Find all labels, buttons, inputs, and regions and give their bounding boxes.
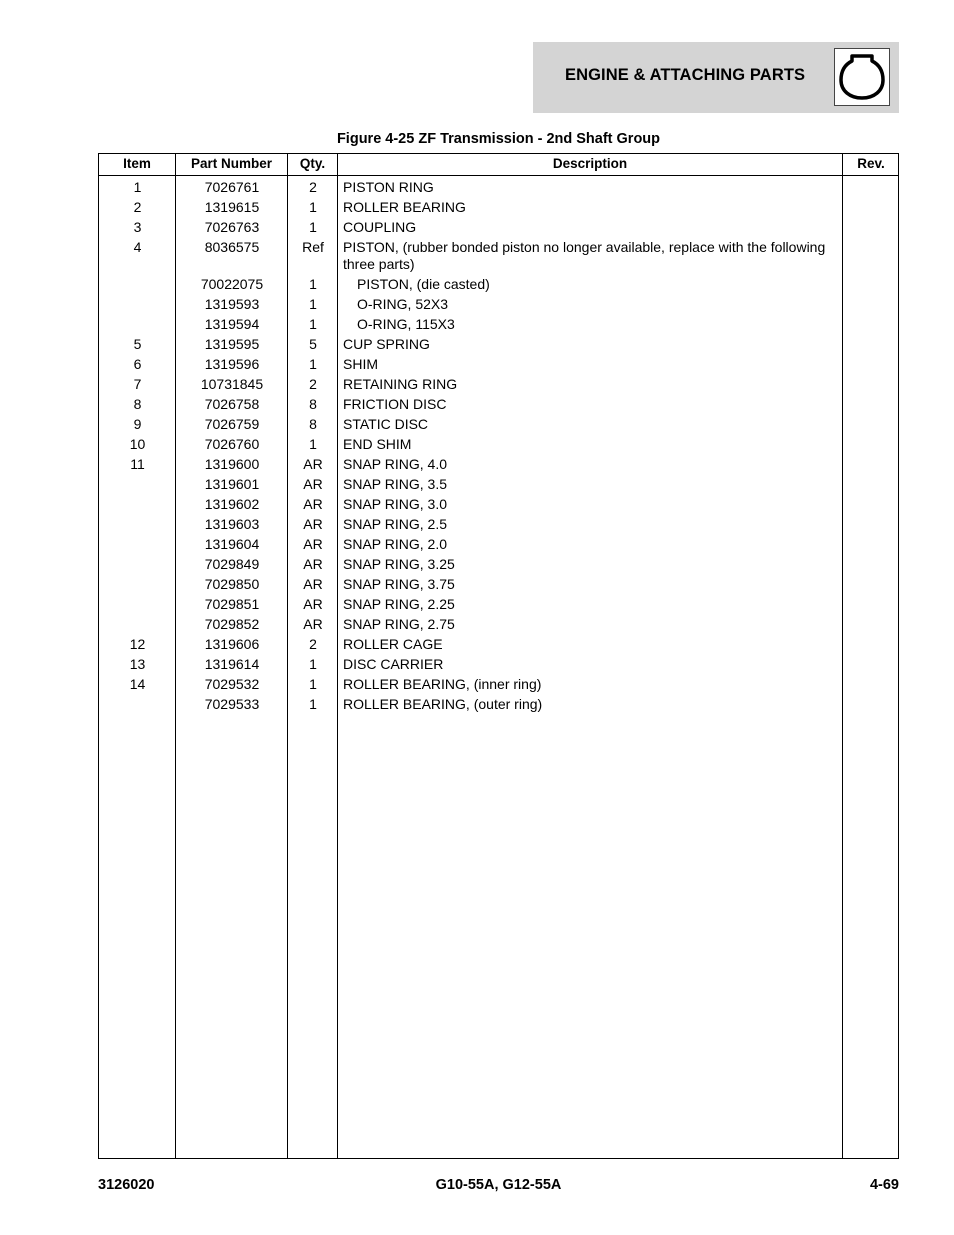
qty-cell: AR <box>303 535 323 552</box>
part-number-cell: 7026758 <box>204 395 260 412</box>
qty-cell: AR <box>303 515 323 532</box>
item-cell: 14 <box>129 675 146 692</box>
rev-cell <box>836 576 892 593</box>
rev-cell <box>836 296 892 313</box>
rev-cell <box>836 436 892 453</box>
item-cell <box>99 696 176 713</box>
description-cell: PISTON RING <box>343 178 434 195</box>
section-title: ENGINE & ATTACHING PARTS <box>565 66 806 84</box>
item-cell <box>99 316 176 333</box>
table-row <box>99 177 898 197</box>
table-row <box>99 534 898 554</box>
qty-cell: 1 <box>309 218 317 235</box>
table-row <box>99 574 898 594</box>
rev-cell <box>836 636 892 653</box>
part-number-cell: 1319603 <box>204 515 260 532</box>
rev-cell <box>836 239 892 273</box>
table-row <box>99 474 898 494</box>
parts-table <box>98 153 899 1159</box>
item-cell: 12 <box>129 635 146 652</box>
rev-cell <box>836 556 892 573</box>
model-numbers: G10-55A, G12-55A <box>435 1177 562 1193</box>
qty-cell: 1 <box>309 655 317 672</box>
item-cell <box>99 516 176 533</box>
page-number: 4-69 <box>869 1177 899 1193</box>
column-header-rev: Rev. <box>857 156 885 171</box>
rev-cell <box>836 536 892 553</box>
item-cell <box>99 616 176 633</box>
description-cell: RETAINING RING <box>343 375 458 392</box>
qty-cell: Ref <box>302 238 324 255</box>
description-cell: SHIM <box>343 355 378 372</box>
description-cell: SNAP RING, 4.0 <box>343 455 448 472</box>
rev-cell <box>836 696 892 713</box>
table-row <box>99 454 898 474</box>
part-number-cell: 1319602 <box>204 495 260 512</box>
table-row <box>99 374 898 394</box>
part-number-cell: 1319606 <box>204 635 260 652</box>
table-row <box>99 654 898 674</box>
table-row <box>99 674 898 694</box>
item-cell: 6 <box>133 355 142 372</box>
part-number-cell: 1319601 <box>204 475 260 492</box>
table-row <box>99 197 898 217</box>
item-cell: 9 <box>133 415 142 432</box>
item-cell <box>99 596 176 613</box>
column-header-description: Description <box>552 156 628 171</box>
table-row <box>99 354 898 374</box>
item-cell: 4 <box>133 238 142 255</box>
item-cell <box>99 496 176 513</box>
description-cell: PISTON, (die casted) <box>357 275 490 292</box>
description-cell: ROLLER BEARING <box>343 198 466 215</box>
rev-cell <box>836 376 892 393</box>
description-cell: SNAP RING, 2.5 <box>343 515 448 532</box>
description-cell: CUP SPRING <box>343 335 430 352</box>
item-cell: 2 <box>133 198 142 215</box>
column-header-qty: Qty. <box>299 156 326 171</box>
rev-cell <box>836 516 892 533</box>
section-header <box>533 42 899 113</box>
rev-cell <box>836 476 892 493</box>
item-cell: 1 <box>133 178 142 195</box>
description-cell: ROLLER BEARING, (inner ring) <box>343 675 542 692</box>
item-cell <box>99 536 176 553</box>
item-cell: 8 <box>133 395 142 412</box>
table-row <box>99 414 898 434</box>
item-cell <box>99 296 176 313</box>
description-cell: ROLLER CAGE <box>343 635 443 652</box>
qty-cell: AR <box>303 495 323 512</box>
part-number-cell: 7026760 <box>204 435 260 452</box>
qty-cell: AR <box>303 575 323 592</box>
description-cell: SNAP RING, 3.0 <box>343 495 448 512</box>
part-number-cell: 1319594 <box>204 315 260 332</box>
description-cell: PISTON, (rubber bonded piston no longer available, replace with the following three parts) <box>343 238 826 272</box>
qty-cell: 8 <box>309 395 317 412</box>
rev-cell <box>836 456 892 473</box>
qty-cell: AR <box>303 475 323 492</box>
description-cell: SNAP RING, 2.25 <box>343 595 455 612</box>
rev-cell <box>836 199 892 216</box>
qty-cell: 1 <box>309 675 317 692</box>
table-row <box>99 694 898 714</box>
part-number-cell: 7026761 <box>204 178 260 195</box>
qty-cell: 1 <box>309 315 317 332</box>
part-number-cell: 1319604 <box>204 535 260 552</box>
part-number-cell: 1319595 <box>204 335 260 352</box>
table-row <box>99 634 898 654</box>
part-number-cell: 1319593 <box>204 295 260 312</box>
description-cell: SNAP RING, 2.0 <box>343 535 448 552</box>
item-cell <box>99 576 176 593</box>
part-number-cell: 7029851 <box>204 595 260 612</box>
rev-cell <box>836 416 892 433</box>
qty-cell: 1 <box>309 435 317 452</box>
header-divider <box>99 175 898 176</box>
part-number-cell: 1319596 <box>204 355 260 372</box>
part-number-cell: 7029532 <box>204 675 260 692</box>
qty-cell: AR <box>303 455 323 472</box>
qty-cell: 1 <box>309 695 317 712</box>
description-cell: STATIC DISC <box>343 415 429 432</box>
part-number-cell: 1319615 <box>204 198 260 215</box>
part-number-cell: 7029533 <box>204 695 260 712</box>
table-row <box>99 554 898 574</box>
rev-cell <box>836 219 892 236</box>
part-number-cell: 70022075 <box>200 275 264 292</box>
description-cell: SNAP RING, 3.75 <box>343 575 455 592</box>
qty-cell: 1 <box>309 355 317 372</box>
table-row <box>99 274 898 294</box>
table-row <box>99 614 898 634</box>
description-cell: O-RING, 52X3 <box>357 295 449 312</box>
part-number-cell: 7026763 <box>204 218 260 235</box>
qty-cell: 8 <box>309 415 317 432</box>
item-cell: 10 <box>129 435 146 452</box>
engine-icon <box>834 48 890 106</box>
qty-cell: AR <box>303 595 323 612</box>
rev-cell <box>836 676 892 693</box>
item-cell <box>99 276 176 293</box>
part-number-cell: 10731845 <box>200 375 264 392</box>
qty-cell: 5 <box>309 335 317 352</box>
qty-cell: 2 <box>309 635 317 652</box>
item-cell <box>99 476 176 493</box>
qty-cell: AR <box>303 555 323 572</box>
item-cell: 13 <box>129 655 146 672</box>
item-cell <box>99 556 176 573</box>
item-cell: 3 <box>133 218 142 235</box>
column-header-part-number: Part Number <box>190 156 273 171</box>
rev-cell <box>836 596 892 613</box>
description-cell: ROLLER BEARING, (outer ring) <box>343 695 543 712</box>
table-row <box>99 217 898 237</box>
item-cell: 11 <box>130 455 145 472</box>
rev-cell <box>836 316 892 333</box>
figure-title: Figure 4-25 ZF Transmission - 2nd Shaft Group <box>336 131 661 147</box>
table-row <box>99 294 898 314</box>
table-row <box>99 434 898 454</box>
qty-cell: 1 <box>309 295 317 312</box>
qty-cell: 1 <box>309 275 317 292</box>
rev-cell <box>836 656 892 673</box>
part-number-cell: 1319600 <box>204 455 260 472</box>
document-number: 3126020 <box>98 1177 155 1193</box>
rev-cell <box>836 276 892 293</box>
rev-cell <box>836 356 892 373</box>
description-cell: SNAP RING, 2.75 <box>343 615 455 632</box>
qty-cell: 1 <box>309 198 317 215</box>
table-row <box>99 594 898 614</box>
item-cell: 5 <box>133 335 142 352</box>
table-row <box>99 314 898 334</box>
qty-cell: AR <box>303 615 323 632</box>
column-header-item: Item <box>123 156 151 171</box>
rev-cell <box>836 396 892 413</box>
part-number-cell: 1319614 <box>204 655 260 672</box>
table-row <box>99 237 898 274</box>
description-cell: END SHIM <box>343 435 412 452</box>
rev-cell <box>836 496 892 513</box>
part-number-cell: 8036575 <box>204 238 260 255</box>
item-cell: 7 <box>133 375 142 392</box>
qty-cell: 2 <box>309 178 317 195</box>
rev-cell <box>836 179 892 196</box>
table-row <box>99 514 898 534</box>
description-cell: DISC CARRIER <box>343 655 444 672</box>
part-number-cell: 7029850 <box>204 575 260 592</box>
description-cell: SNAP RING, 3.5 <box>343 475 448 492</box>
table-body <box>99 177 898 714</box>
description-cell: SNAP RING, 3.25 <box>343 555 455 572</box>
rev-cell <box>836 336 892 353</box>
table-row <box>99 394 898 414</box>
rev-cell <box>836 616 892 633</box>
part-number-cell: 7029852 <box>204 615 260 632</box>
part-number-cell: 7029849 <box>204 555 260 572</box>
description-cell: COUPLING <box>343 218 417 235</box>
table-row <box>99 494 898 514</box>
description-cell: O-RING, 115X3 <box>357 315 455 332</box>
description-cell: FRICTION DISC <box>343 395 447 412</box>
part-number-cell: 7026759 <box>204 415 260 432</box>
qty-cell: 2 <box>309 375 317 392</box>
table-row <box>99 334 898 354</box>
